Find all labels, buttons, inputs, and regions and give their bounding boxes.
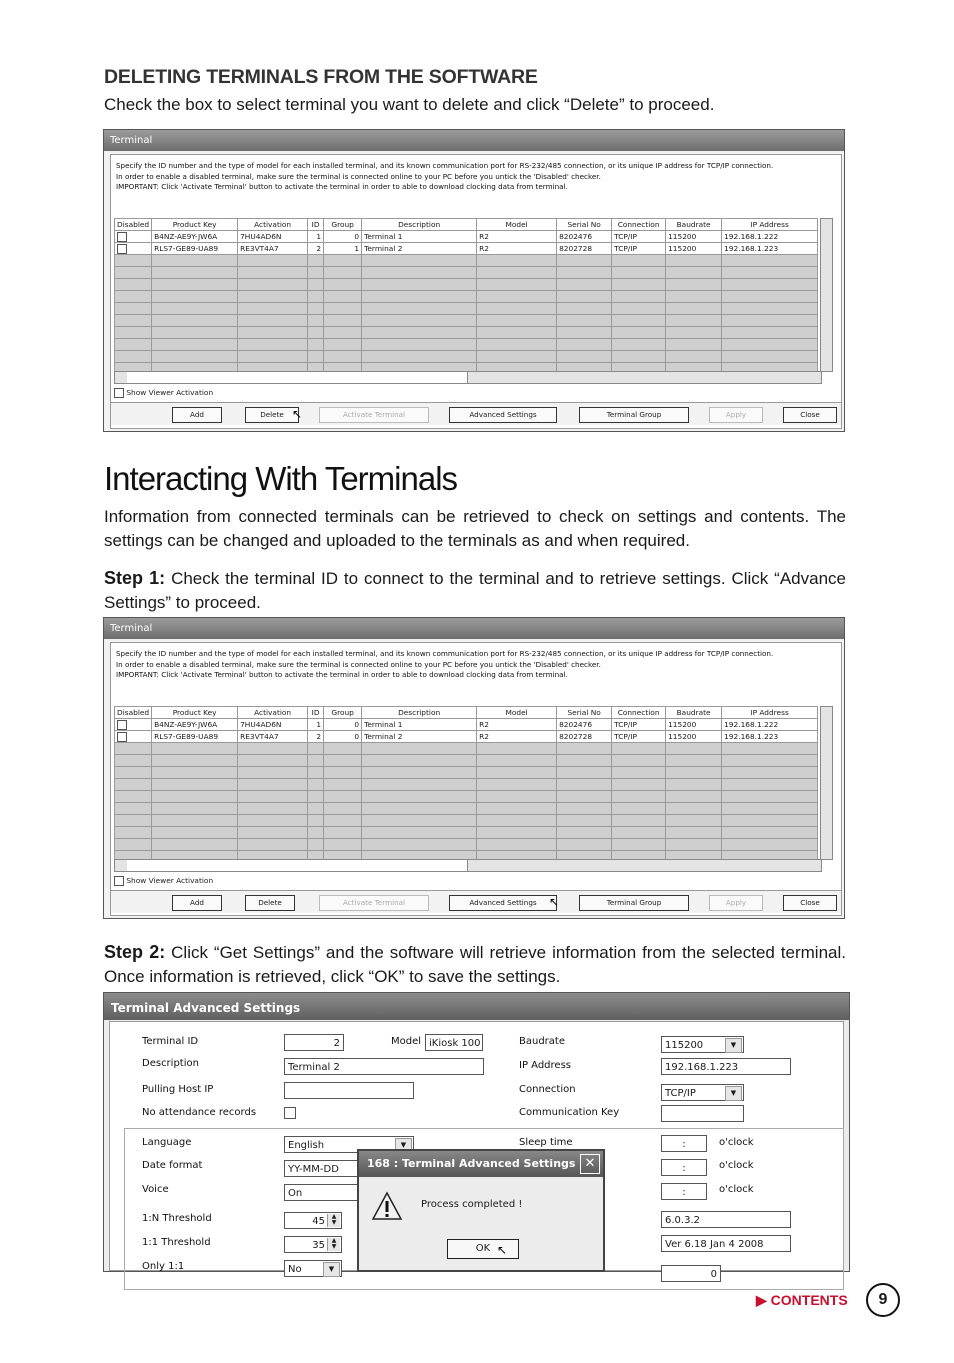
window-title: Terminal xyxy=(104,618,844,639)
disabled-checkbox[interactable] xyxy=(117,244,127,254)
step1-text: Step 1: Check the terminal ID to connect to the terminal and to retrieve settings. Click “Advance Settings” to proceed. xyxy=(104,568,846,612)
connection-label: Connection xyxy=(519,1084,576,1095)
apply-button[interactable]: Apply xyxy=(709,407,763,423)
disabled-checkbox[interactable] xyxy=(117,232,127,242)
oclock-label: o'clock xyxy=(719,1137,754,1148)
sleep-time-field[interactable]: : xyxy=(661,1135,707,1152)
terminal-table xyxy=(114,218,818,375)
date-format-select[interactable]: YY-MM-DD xyxy=(284,1160,364,1177)
no-attendance-checkbox[interactable] xyxy=(284,1107,296,1119)
terminal-id-field[interactable]: 2 xyxy=(284,1034,344,1051)
advanced-settings-button[interactable]: Advanced Settings xyxy=(449,895,557,911)
close-button[interactable]: Close xyxy=(783,407,837,423)
one-threshold-label: 1:1 Threshold xyxy=(142,1237,211,1248)
intro-text: Information from connected terminals can be retrieved to check on settings and contents. The settings can be changed and uploaded to the terminals as and when required. xyxy=(104,507,846,550)
date-format-label: Date format xyxy=(142,1160,203,1171)
ip-address-label: IP Address xyxy=(519,1060,571,1071)
firmware-field: 6.0.3.2 xyxy=(661,1211,791,1228)
time-field-3[interactable]: : xyxy=(661,1183,707,1200)
ip-address-field[interactable]: 192.168.1.223 xyxy=(661,1058,791,1075)
disabled-checkbox[interactable] xyxy=(117,720,127,730)
mouse-cursor-icon: ↖ xyxy=(497,1243,508,1257)
column-header[interactable]: Group xyxy=(324,219,362,231)
horizontal-scrollbar[interactable] xyxy=(114,859,822,872)
column-header[interactable]: IP Address xyxy=(722,219,818,231)
spinner-icon[interactable]: ▲ ▼ xyxy=(327,1238,340,1251)
model-field[interactable]: iKiosk 100 xyxy=(425,1034,483,1051)
window-description: Specify the ID number and the type of model for each installed terminal, and its known communication port for RS-232/485 connection, or its unique IP address for TCP/IP connection. In order to enable a disabled terminal, make sure the terminal is connected online to your PC before you untick the 'Disabled' checker. IMPORTANT: Click 'Activate Terminal' button to activate the terminal in order to able to download clocking data from terminal. xyxy=(116,161,774,191)
comm-key-field[interactable] xyxy=(661,1105,744,1122)
spinner-icon[interactable]: ▲ ▼ xyxy=(327,1214,340,1227)
mouse-cursor-icon: ↖ xyxy=(292,407,303,421)
column-header[interactable]: Baudrate xyxy=(666,219,722,231)
n1-threshold-label: 1:N Threshold xyxy=(142,1213,212,1224)
ok-button[interactable]: OK xyxy=(447,1239,519,1259)
column-header[interactable]: Model xyxy=(477,219,557,231)
model-label: Model xyxy=(391,1036,422,1047)
column-header[interactable]: Model xyxy=(477,707,557,719)
contents-link[interactable]: ▶ CONTENTS xyxy=(756,1292,848,1308)
disabled-checkbox[interactable] xyxy=(117,732,127,742)
column-header[interactable]: Connection xyxy=(612,707,666,719)
connection-select[interactable]: TCP/IP ▼ xyxy=(661,1084,744,1101)
chevron-down-icon[interactable]: ▼ xyxy=(725,1038,742,1053)
language-label: Language xyxy=(142,1137,192,1148)
horizontal-scrollbar[interactable] xyxy=(114,371,822,384)
voice-select[interactable]: On xyxy=(284,1184,364,1201)
language-select[interactable]: English ▼ xyxy=(284,1136,414,1153)
column-header[interactable]: Serial No xyxy=(557,707,612,719)
version-field: Ver 6.18 Jan 4 2008 xyxy=(661,1235,791,1252)
column-header[interactable]: ID xyxy=(308,219,324,231)
column-header[interactable]: Description xyxy=(362,219,477,231)
advanced-settings-button[interactable]: Advanced Settings xyxy=(449,407,557,423)
show-viewer-checkbox[interactable] xyxy=(114,876,124,886)
close-icon[interactable]: ✕ xyxy=(580,1154,600,1174)
window-title: Terminal xyxy=(104,130,844,151)
table-row[interactable]: RLS7-GE89-UA89 RE3VT4A7 2 0 Terminal 2 R2 8202728 TCP/IP 115200 192.168.1.223 xyxy=(115,731,818,743)
time-field-2[interactable]: : xyxy=(661,1159,707,1176)
show-viewer-activation[interactable]: Show Viewer Activation xyxy=(114,876,213,886)
window-description: Specify the ID number and the type of model for each installed terminal, and its known communication port for RS-232/485 connection, or its unique IP address for TCP/IP connection. In order to enable a disabled terminal, make sure the terminal is connected online to your PC before you untick the 'Disabled' checker. IMPORTANT: Click 'Activate Terminal' button to activate the terminal in order to able to download clocking data from terminal. xyxy=(116,649,774,679)
dialog-title: 168 : Terminal Advanced Settings xyxy=(359,1151,603,1177)
column-header[interactable]: ID xyxy=(308,707,324,719)
window-body xyxy=(110,154,842,429)
add-button[interactable]: Add xyxy=(172,407,222,423)
column-header[interactable]: Connection xyxy=(612,219,666,231)
description-field[interactable]: Terminal 2 xyxy=(284,1058,484,1075)
table-row[interactable]: B4NZ-AE9Y-JW6A 7HU4AD6N 1 0 Terminal 1 R2 8202476 TCP/IP 115200 192.168.1.222 xyxy=(115,719,818,731)
one-threshold-field[interactable]: 35 ▲ ▼ xyxy=(284,1236,342,1253)
close-button[interactable]: Close xyxy=(783,895,837,911)
sleep-time-label: Sleep time xyxy=(519,1137,573,1148)
polling-host-label: Pulling Host IP xyxy=(142,1084,214,1095)
terminal-window-2 xyxy=(103,617,845,919)
delete-button[interactable]: Delete xyxy=(245,407,299,423)
column-header[interactable]: Serial No xyxy=(557,219,612,231)
column-header[interactable]: Description xyxy=(362,707,477,719)
chevron-down-icon[interactable]: ▼ xyxy=(323,1262,340,1277)
vertical-scrollbar[interactable] xyxy=(820,706,833,860)
table-header xyxy=(115,219,818,231)
mouse-cursor-icon: ↖ xyxy=(549,895,560,909)
advanced-window-title: Terminal Advanced Settings xyxy=(104,993,849,1020)
column-header[interactable]: Activation xyxy=(238,219,308,231)
partial-field[interactable]: 0 xyxy=(661,1265,721,1282)
column-header[interactable]: Product Key xyxy=(152,707,238,719)
only-one-select[interactable]: No ▼ xyxy=(284,1260,342,1277)
baudrate-select[interactable]: 115200 ▼ xyxy=(661,1036,744,1053)
button-row xyxy=(111,890,841,913)
column-header[interactable]: Disabled xyxy=(115,707,152,719)
description-label: Description xyxy=(142,1058,199,1069)
activate-terminal-button[interactable]: Activate Terminal xyxy=(319,407,429,423)
n1-threshold-field[interactable]: 45 ▲ ▼ xyxy=(284,1212,342,1229)
arrow-right-icon: ▶ xyxy=(756,1292,767,1308)
delete-button[interactable]: Delete xyxy=(245,895,295,911)
window-body xyxy=(110,642,842,916)
column-header[interactable]: Activation xyxy=(238,707,308,719)
section-text-delete: Check the box to select terminal you want to delete and click “Delete” to proceed. xyxy=(104,95,715,114)
terminal-table xyxy=(114,706,818,863)
comm-key-label: Communication Key xyxy=(519,1107,620,1118)
warning-icon xyxy=(371,1191,403,1221)
column-header[interactable]: Product Key xyxy=(152,219,238,231)
table-row[interactable]: B4NZ-AE9Y-JW6A 7HU4AD6N 1 0 Terminal 1 R2 8202476 TCP/IP 115200 192.168.1.222 xyxy=(115,231,818,243)
vertical-scrollbar[interactable] xyxy=(820,218,833,372)
page-title: Interacting With Terminals xyxy=(104,460,458,497)
activate-terminal-button[interactable]: Activate Terminal xyxy=(319,895,429,911)
no-attendance-label: No attendance records xyxy=(142,1107,257,1118)
column-header[interactable]: Group xyxy=(324,707,362,719)
oclock-label: o'clock xyxy=(719,1184,754,1195)
oclock-label: o'clock xyxy=(719,1160,754,1171)
terminal-id-label: Terminal ID xyxy=(142,1036,199,1047)
terminal-group-button[interactable]: Terminal Group xyxy=(579,895,689,911)
table-header xyxy=(115,707,818,719)
show-viewer-checkbox[interactable] xyxy=(114,388,124,398)
chevron-down-icon[interactable]: ▼ xyxy=(725,1086,742,1101)
show-viewer-activation[interactable]: Show Viewer Activation xyxy=(114,388,213,398)
voice-label: Voice xyxy=(142,1184,169,1195)
only-one-label: Only 1:1 xyxy=(142,1261,185,1272)
polling-host-field[interactable] xyxy=(284,1082,414,1099)
table-row[interactable]: RLS7-GE89-UA89 RE3VT4A7 2 1 Terminal 2 R2 8202728 TCP/IP 115200 192.168.1.223 xyxy=(115,243,818,255)
column-header[interactable]: IP Address xyxy=(722,707,818,719)
apply-button[interactable]: Apply xyxy=(709,895,763,911)
dialog-message: Process completed ! xyxy=(421,1199,523,1210)
page-number: 9 xyxy=(866,1283,900,1317)
terminal-window-1 xyxy=(103,129,845,432)
terminal-group-button[interactable]: Terminal Group xyxy=(579,407,689,423)
section-heading-delete: DELETING TERMINALS FROM THE SOFTWARE xyxy=(104,66,538,88)
column-header[interactable]: Disabled xyxy=(115,219,152,231)
step2-text: Step 2: Click “Get Settings” and the software will retrieve information from the selected terminal. Once information is retrieved, click “OK” to save the settings. xyxy=(104,942,846,986)
button-row xyxy=(111,402,841,425)
column-header[interactable]: Baudrate xyxy=(666,707,722,719)
baudrate-label: Baudrate xyxy=(519,1036,565,1047)
chevron-down-icon[interactable]: ▼ xyxy=(395,1138,412,1153)
process-completed-dialog xyxy=(357,1149,605,1272)
add-button[interactable]: Add xyxy=(172,895,222,911)
